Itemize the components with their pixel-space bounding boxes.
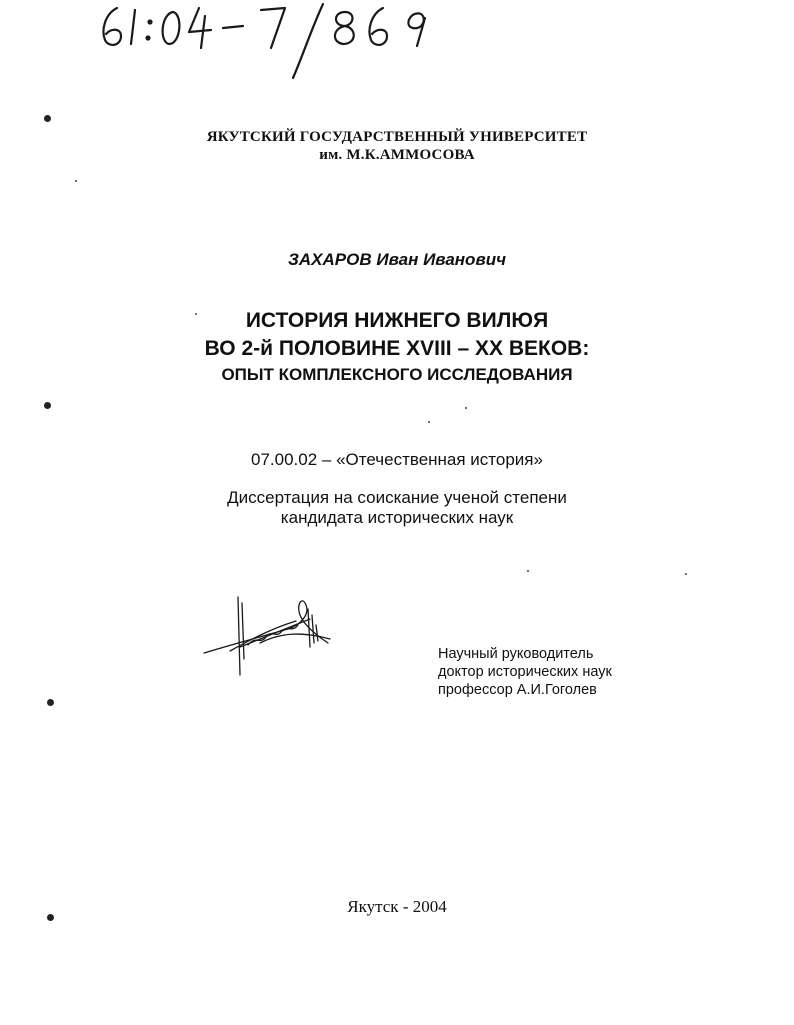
scan-speck [685, 573, 687, 575]
university-name: ЯКУТСКИЙ ГОСУДАРСТВЕННЫЙ УНИВЕРСИТЕТ [206, 129, 588, 145]
advisor-role: Научный руководитель [438, 646, 594, 662]
specialty-code: 07.00.02 – «Отечественная история» [251, 450, 543, 469]
scan-speck [428, 421, 430, 423]
degree-line-2: кандидата исторических наук [280, 508, 514, 527]
advisor-name: профессор А.И.Гоголев [438, 682, 597, 698]
punch-hole [44, 402, 51, 409]
punch-hole [47, 699, 54, 706]
advisor-degree: доктор исторических наук [438, 664, 612, 680]
dissertation-title-line-3: ОПЫТ КОМПЛЕКСНОГО ИССЛЕДОВАНИЯ [221, 365, 573, 384]
author-name: ЗАХАРОВ Иван Иванович [287, 250, 507, 269]
punch-hole [44, 115, 51, 122]
scan-speck [75, 180, 77, 182]
dissertation-title-line-2: ВО 2-й ПОЛОВИНЕ XVIII – XX ВЕКОВ: [204, 337, 590, 360]
handwritten-code-text: 61:04-7/869 [95, 0, 101, 1]
handwritten-archive-code [95, 0, 465, 85]
scan-speck [465, 407, 467, 409]
city-year: Якутск - 2004 [347, 897, 447, 916]
degree-line-1: Диссертация на соискание ученой степени [227, 488, 567, 507]
scan-speck [527, 570, 529, 572]
university-named-after: им. М.К.АММОСОВА [319, 147, 475, 163]
signature-drawing [200, 585, 340, 680]
dissertation-title-line-1: ИСТОРИЯ НИЖНЕГО ВИЛЮЯ [245, 309, 549, 332]
